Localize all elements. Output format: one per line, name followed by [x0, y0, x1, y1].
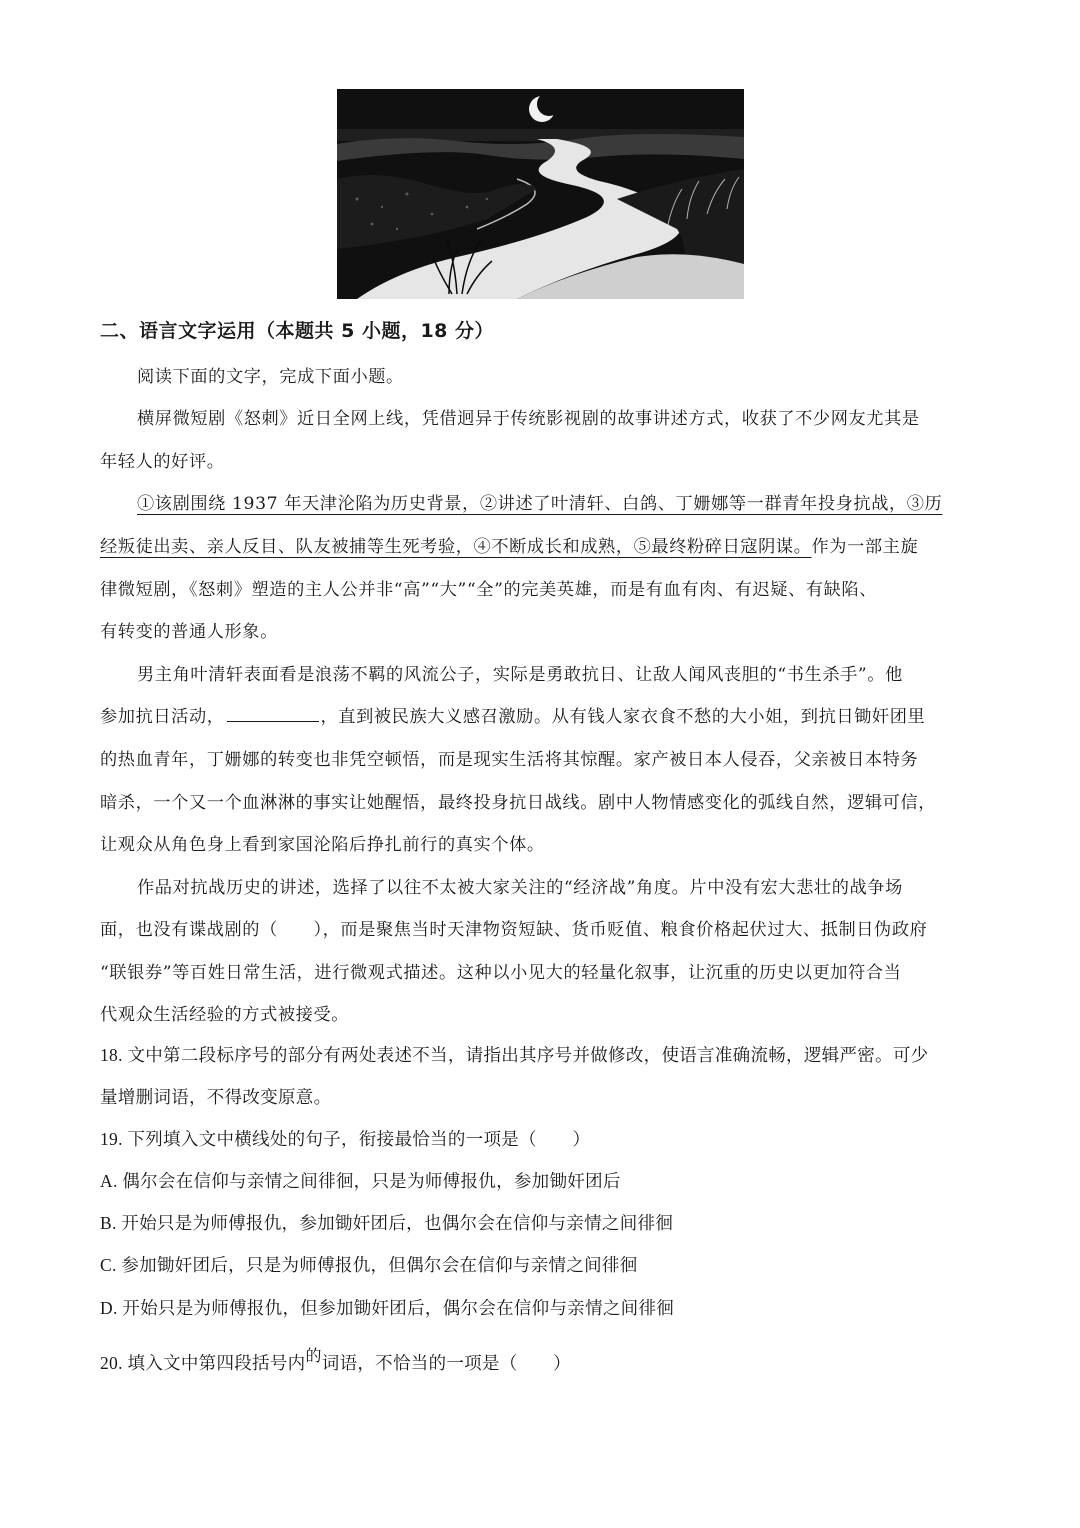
question-19-option-b: B. 开始只是为师傅报仇，参加锄奸团后，也偶尔会在信仰与亲情之间徘徊: [100, 1213, 674, 1233]
passage-p4-line2: 面，也没有谍战剧的（ ），而是聚焦当时天津物资短缺、货币贬值、粮食价格起伏过大、抵制日伪政府: [100, 920, 928, 940]
question-20-part-b: 词语，不恰当的一项是（ ）: [321, 1353, 571, 1373]
question-20: [100, 1350, 571, 1375]
section-title: 二、语言文字运用（本题共 5 小题，18 分）: [100, 320, 495, 342]
question-20-raised-char: 的: [305, 1348, 322, 1365]
question-19-option-d: D. 开始只是为师傅报仇，但参加锄奸团后，偶尔会在信仰与亲情之间徘徊: [100, 1298, 675, 1318]
river-painting-svg: [337, 89, 744, 299]
passage-p2-line2-rest: 作为一部主旋: [811, 537, 919, 557]
passage-p4-line3: “联银券”等百姓日常生活，进行微观式描述。这种以小见大的轻量化叙事，让沉重的历史以更加符合当: [100, 963, 902, 983]
question-20-part-a: 20. 填入文中第四段括号内: [100, 1353, 306, 1373]
passage-p3-line5: 让观众从角色身上看到家国沦陷后挣扎前行的真实个体。: [100, 835, 545, 855]
passage-intro: 阅读下面的文字，完成下面小题。: [137, 367, 404, 387]
passage-p3-line2: [100, 702, 925, 727]
passage-p1-line2: 年轻人的好评。: [100, 452, 225, 472]
passage-p4-line1: 作品对抗战历史的讲述，选择了以往不太被大家关注的“经济战”角度。片中没有宏大悲壮的战争场: [137, 878, 903, 898]
passage-p3-line3: 的热血青年，丁姗娜的转变也非凭空顿悟，而是现实生活将其惊醒。家产被日本人侵吞，父亲被日本特务: [100, 750, 919, 770]
question-18-line2: 量增删词语，不得改变原意。: [100, 1087, 332, 1107]
moonlit-river-illustration: [337, 89, 744, 299]
passage-p2-line2: [100, 532, 918, 557]
passage-p3-line4: 暗杀，一个又一个血淋淋的事实让她醒悟，最终投身抗日战线。剧中人物情感变化的弧线自然，逻辑可信，: [100, 793, 937, 813]
question-19: 19. 下列填入文中横线处的句子，衔接最恰当的一项是（ ）: [100, 1129, 591, 1149]
passage-p2-line2-underlined: 经叛徒出卖、亲人反目、队友被捕等生死考验，④不断成长和成熟，⑤最终粉碎日寇阴谋。: [100, 537, 812, 557]
passage-p3-line2-b: ，直到被民族大义感召激励。从有钱人家衣食不愁的大小姐，到抗日锄奸团里: [320, 707, 926, 727]
passage-p4-line4: 代观众生活经验的方式被接受。: [100, 1005, 350, 1025]
passage-p1-line1: 横屏微短剧《怒刺》近日全网上线，凭借迥异于传统影视剧的故事讲述方式，收获了不少网友尤其是: [137, 409, 920, 429]
question-19-option-a: A. 偶尔会在信仰与亲情之间徘徊，只是为师傅报仇，参加锄奸团后: [100, 1171, 621, 1191]
passage-p3-line2-a: 参加抗日活动，: [100, 707, 225, 727]
passage-p3-line1: 男主角叶清轩表面看是浪荡不羁的风流公子，实际是勇敢抗日、让敌人闻风丧胆的“书生杀手”。他: [137, 665, 903, 685]
passage-p2-line3: 律微短剧，《怒刺》塑造的主人公并非“高”“大”“全”的完美英雄，而是有血有肉、有迟疑、有缺陷、: [100, 580, 878, 600]
question-19-option-c: C. 参加锄奸团后，只是为师傅报仇，但偶尔会在信仰与亲情之间徘徊: [100, 1255, 638, 1275]
question-18-line1: 18. 文中第二段标序号的部分有两处表述不当，请指出其序号并做修改，使语言准确流畅，逻辑严密。可少: [100, 1045, 929, 1065]
fill-in-blank: [227, 707, 319, 722]
passage-p2-line4: 有转变的普通人形象。: [100, 622, 278, 642]
passage-p2-line1: ①该剧围绕 1937 年天津沦陷为历史背景，②讲述了叶清轩、白鸽、丁姗娜等一群青年投身抗战，③历: [137, 494, 943, 514]
